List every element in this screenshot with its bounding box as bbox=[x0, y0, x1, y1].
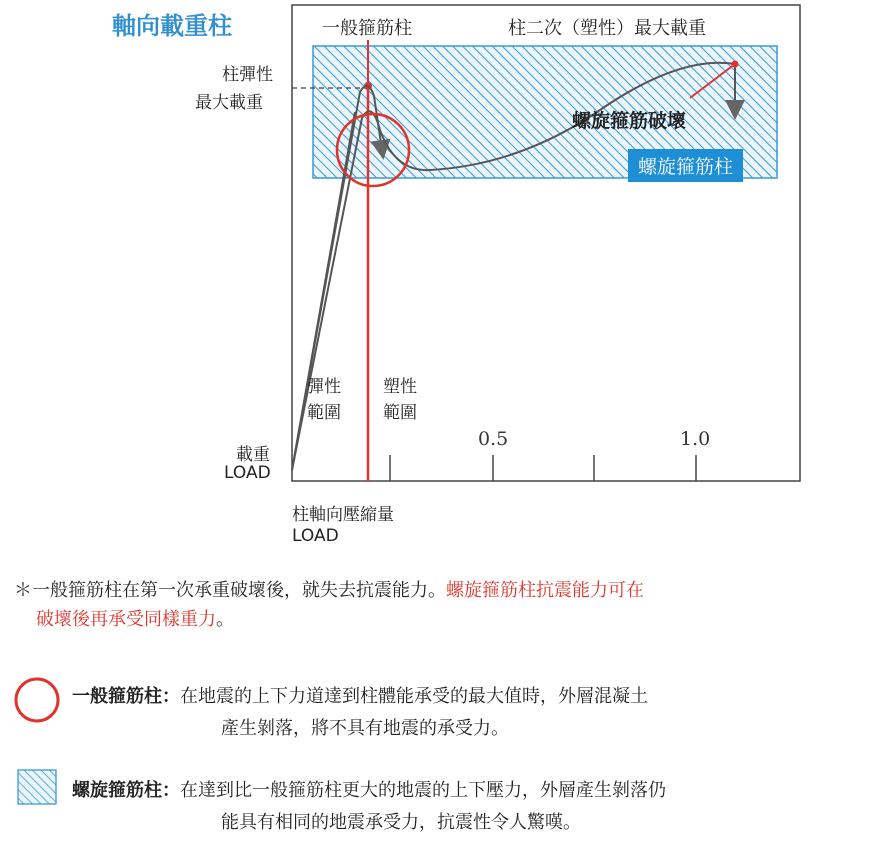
ordinary-column-label: 一般箍筋柱 bbox=[322, 18, 412, 39]
diagram-title: 軸向載重柱 bbox=[112, 12, 232, 40]
spiral-failure-label: 螺旋箍筋破壞 bbox=[572, 110, 687, 132]
y-axis-label-1: 載重 bbox=[236, 445, 270, 465]
legend-spiral-desc-2: 能具有相同的地震承受力，抗震性令人驚嘆。 bbox=[221, 812, 581, 833]
plastic-range-label-1: 塑性 bbox=[383, 377, 417, 397]
legend-hatch-swatch bbox=[18, 770, 56, 804]
legend-spiral-desc-1: 在達到比一般箍筋柱更大的地震的上下壓力，外層產生剝落仍 bbox=[180, 780, 666, 801]
footnote-highlight-1: 螺旋箍筋柱抗震能力可在 bbox=[446, 580, 644, 601]
legend-ordinary-name: 一般箍筋柱： bbox=[72, 686, 180, 707]
elastic-max-label-1: 柱彈性 bbox=[222, 65, 273, 85]
footnote-line-2 bbox=[36, 606, 234, 634]
legend-ordinary-row bbox=[72, 682, 648, 712]
secondary-max-label: 柱二次（塑性）最大載重 bbox=[508, 18, 706, 39]
x-tick-label-0-5: 0.5 bbox=[478, 428, 509, 450]
legend-ordinary-desc-2: 產生剝落，將不具有地震的承受力。 bbox=[221, 718, 509, 739]
elastic-range-label-2: 範圍 bbox=[307, 403, 341, 423]
footnote-line-1 bbox=[14, 577, 644, 605]
elastic-max-label-2: 最大載重 bbox=[195, 93, 263, 113]
x-axis-label-1: 柱軸向壓縮量 bbox=[292, 505, 394, 525]
spiral-column-badge: 螺旋箍筋柱 bbox=[628, 149, 743, 182]
x-tick-label-1-0: 1.0 bbox=[680, 428, 711, 450]
legend-ordinary-desc-1: 在地震的上下力道達到柱體能承受的最大值時，外層混凝土 bbox=[180, 686, 648, 707]
plastic-range-label-2: 範圍 bbox=[383, 403, 417, 423]
legend-spiral-row bbox=[72, 776, 666, 806]
elastic-range-label-1: 彈性 bbox=[307, 377, 341, 397]
y-axis-label-2: LOAD bbox=[224, 463, 271, 483]
footnote-prefix: ＊一般箍筋柱在第一次承重破壞後，就失去抗震能力。 bbox=[14, 580, 446, 601]
legend-spiral-name: 螺旋箍筋柱： bbox=[72, 780, 180, 801]
legend-red-circle bbox=[16, 679, 58, 721]
footnote-highlight-2: 破壞後再承受同樣重力 bbox=[36, 609, 216, 630]
secondary-max-dot bbox=[732, 61, 739, 68]
footnote-suffix: 。 bbox=[216, 609, 234, 630]
x-axis-label-2: LOAD bbox=[292, 526, 339, 546]
